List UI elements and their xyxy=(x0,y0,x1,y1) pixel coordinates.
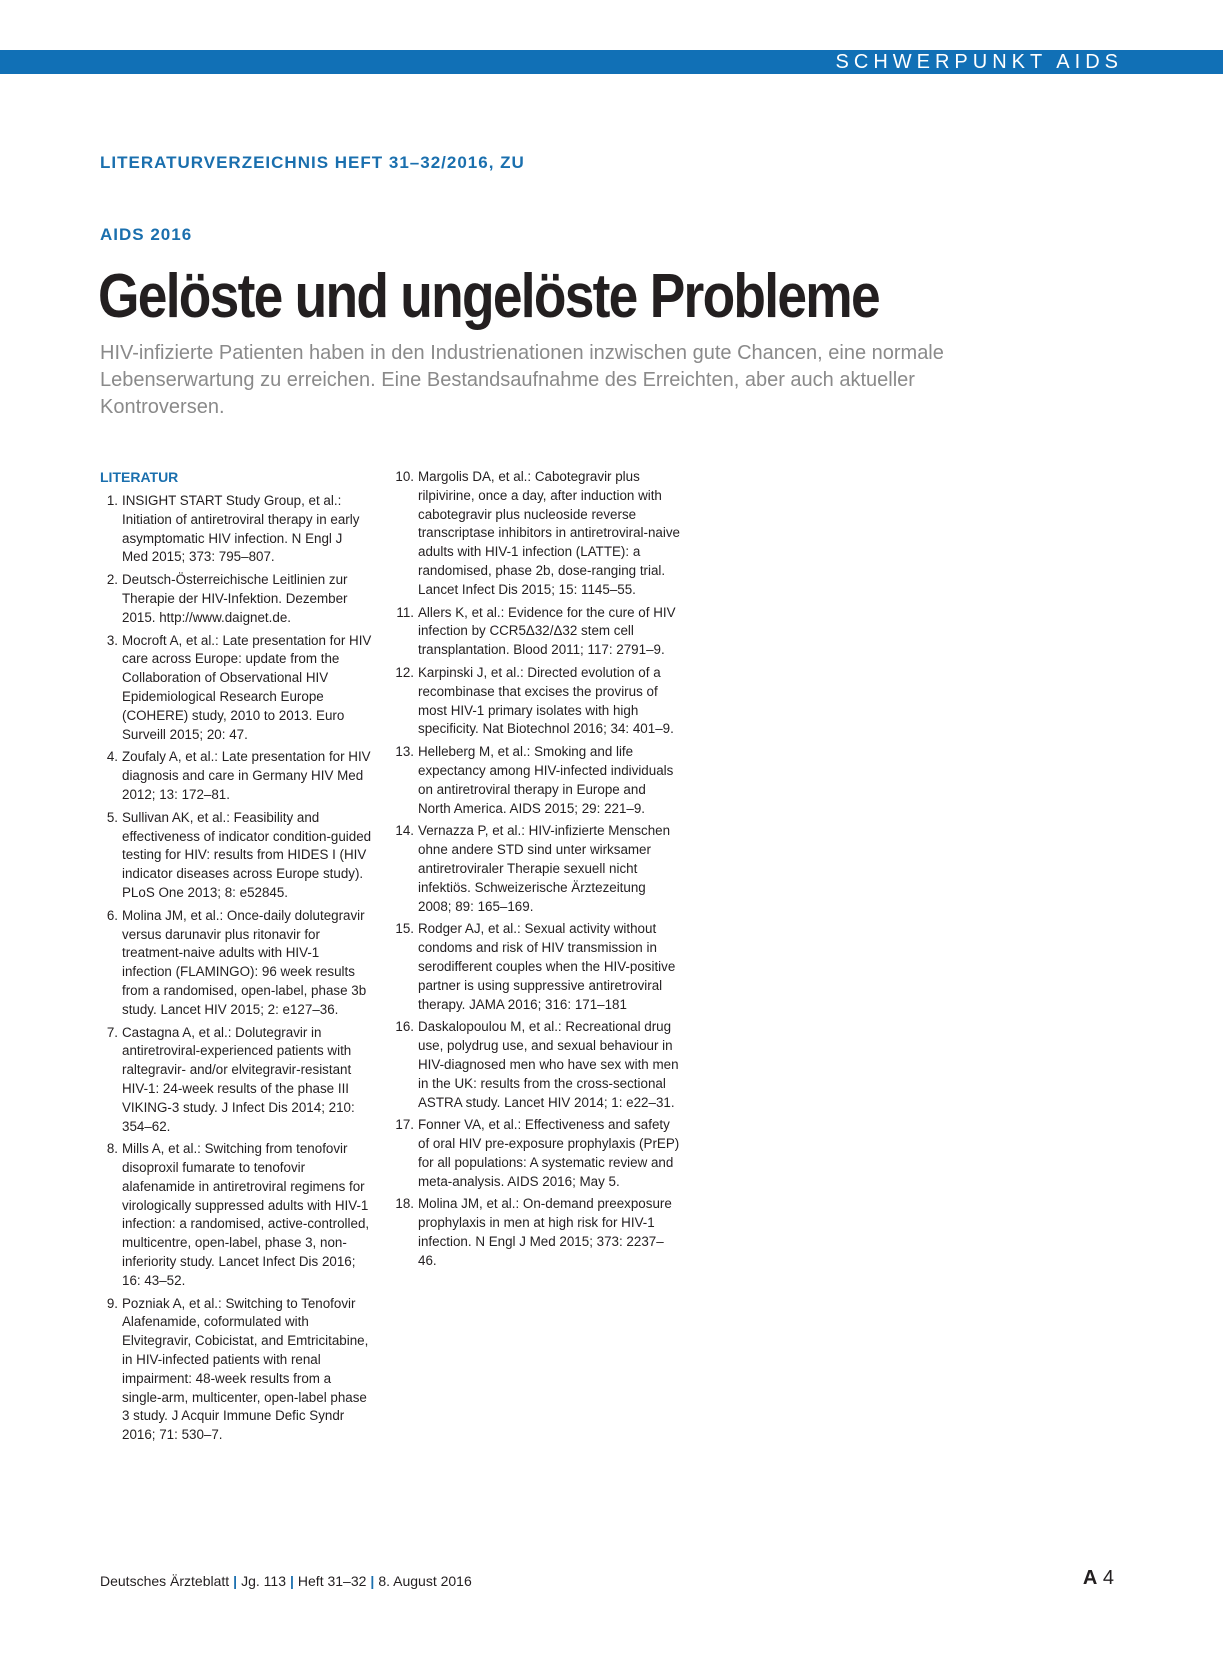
bibliography-kicker: LITERATURVERZEICHNIS HEFT 31–32/2016, ZU xyxy=(100,153,525,172)
reference-item xyxy=(392,664,682,739)
reference-number: 11. xyxy=(396,604,414,620)
reference-number: 18. xyxy=(395,1196,414,1212)
reference-number: 17. xyxy=(395,1117,414,1133)
reference-item xyxy=(392,920,682,1014)
reference-number: 4. xyxy=(106,749,118,765)
reference-text: Molina JM, et al.: Once-daily dolutegravir versus darunavir plus ritonavir for treatment-naive adults with HIV-1 infection (FLAMINGO): 96 week results from a randomised, open-label, phase 3b study. Lancet HIV 2015; 2: e127–36. xyxy=(122,907,367,1017)
reference-text: Fonner VA, et al.: Effectiveness and safety of oral HIV pre-exposure prophylaxis (PrEP) for all populations: A systematic review and meta-analysis. AIDS 2016; May 5. xyxy=(418,1117,680,1189)
reference-text: Allers K, et al.: Evidence for the cure of HIV infection by CCR5Δ32/Δ32 stem cell transplantation. Blood 2011; 117: 2791–9. xyxy=(418,604,676,658)
reference-number: 14. xyxy=(395,823,414,839)
reference-item xyxy=(392,468,682,600)
reference-text: Mocroft A, et al.: Late presentation for HIV care across Europe: update from the Collaboration of Observational HIV Epidemiological Research Europe (COHERE) study, 2010 to 2013. Euro Surveill 2015; 20: 47. xyxy=(122,632,372,742)
reference-text: Margolis DA, et al.: Cabotegravir plus rilpivirine, once a day, after induction with cabotegravir plus nucleoside reverse transcriptase inhibitors in antiretroviral-naive adults with HIV-1 infection (LATTE): a randomised, phase 2b, dose-ranging trial. Lancet Infect Dis 2015; 15: 1145–55. xyxy=(418,469,680,597)
reference-item xyxy=(392,1195,682,1270)
reference-number: 16. xyxy=(395,1019,414,1035)
lead-paragraph: HIV-infizierte Patienten haben in den Industrienationen inzwischen gute Chancen, eine normale Lebenserwartung zu erreichen. Eine Bestandsaufnahme des Erreichten, aber auch aktueller Kontroversen. xyxy=(100,342,944,418)
reference-item xyxy=(100,632,372,745)
reference-number: 3. xyxy=(106,632,118,648)
reference-item xyxy=(392,604,682,660)
reference-text: Karpinski J, et al.: Directed evolution of a recombinase that excises the provirus of most HIV-1 primary isolates with high specificity. Nat Biotechnol 2016; 34: 401–9. xyxy=(418,664,674,737)
reference-number: 9. xyxy=(106,1295,118,1311)
reference-text: Deutsch-Österreichische Leitlinien zur Therapie der HIV-Infektion. Dezember 2015. http://www.daignet.de. xyxy=(122,572,348,625)
reference-number: 7. xyxy=(106,1024,118,1040)
reference-item xyxy=(100,809,372,903)
reference-item xyxy=(100,1024,372,1137)
reference-text: Daskalopoulou M, et al.: Recreational drug use, polydrug use, and sexual behaviour in HIV-diagnosed men who have sex with men in the UK: results from the cross-sectional ASTRA study. Lancet HIV 2014; 1: e22–31. xyxy=(418,1019,679,1110)
reference-number: 15. xyxy=(395,921,414,937)
reference-number: 2. xyxy=(106,572,118,588)
journal-name: Deutsches Ärzteblatt xyxy=(100,1573,230,1589)
footer-separator: | xyxy=(370,1573,375,1589)
page-number xyxy=(1083,1567,1114,1590)
reference-text: INSIGHT START Study Group, et al.: Initiation of antiretroviral therapy in early asymptomatic HIV infection. N Engl J Med 2015; 373: 795–807. xyxy=(122,493,360,565)
topic-kicker: AIDS 2016 xyxy=(100,225,193,244)
footer-separator: | xyxy=(233,1573,238,1589)
reference-item xyxy=(392,743,682,818)
reference-text: Helleberg M, et al.: Smoking and life expectancy among HIV-infected individuals on antiretroviral therapy in Europe and North America. AIDS 2015; 29: 221–9. xyxy=(418,744,674,816)
journal-issue: Heft 31–32 xyxy=(297,1573,367,1589)
journal-volume: Jg. 113 xyxy=(241,1573,286,1589)
reference-item xyxy=(392,1116,682,1191)
reference-text: Rodger AJ, et al.: Sexual activity without condoms and risk of HIV transmission in serodifferent couples when the HIV-positive partner is using suppressive antiretroviral therapy. JAMA 2016; 316: 171–181 xyxy=(418,921,676,1012)
reference-text: Molina JM, et al.: On-demand preexposure prophylaxis in men at high risk for HIV-1 infection. N Engl J Med 2015; 373: 2237–46. xyxy=(418,1196,672,1268)
reference-item xyxy=(100,748,372,804)
footer-citation xyxy=(100,1572,472,1590)
reference-number: 1. xyxy=(106,493,118,508)
reference-item xyxy=(392,1018,682,1112)
reference-text: Sullivan AK, et al.: Feasibility and effectiveness of indicator condition-guided testing for HIV: results from HIDES I (HIV indicator diseases across Europe study). PLoS One 2013; 8: e52845. xyxy=(122,809,372,900)
reference-number: 10. xyxy=(395,469,414,484)
reference-text: Zoufaly A, et al.: Late presentation for HIV diagnosis and care in Germany HIV Med 2012; 13: 172–81. xyxy=(122,749,371,802)
footer-separator: | xyxy=(289,1573,294,1589)
references-column-left xyxy=(100,468,372,1449)
page-number-value: 4 xyxy=(1102,1567,1114,1589)
reference-number: 6. xyxy=(106,907,118,923)
publication-date: 8. August 2016 xyxy=(378,1573,472,1589)
reference-text: Mills A, et al.: Switching from tenofovir disoproxil fumarate to tenofovir alafenamide in antiretroviral regimens for virologically suppressed adults with HIV-1 infection: a randomised, active-controlled, multicentre, open-label, phase 3, non-inferiority study. Lancet Infect Dis 2016; 16: 43–52. xyxy=(122,1141,370,1288)
reference-item xyxy=(100,492,372,567)
reference-item xyxy=(100,1295,372,1445)
reference-number: 13. xyxy=(395,744,414,760)
reference-item xyxy=(100,907,372,1020)
section-label: SCHWERPUNKT AIDS xyxy=(835,51,1123,73)
reference-number: 12. xyxy=(395,664,414,680)
reference-text: Castagna A, et al.: Dolutegravir in antiretroviral-experienced patients with raltegravir- and/or elvitegravir-resistant HIV-1: 24-week results of the phase III VIKING-3 study. J Infect Dis 2014; 210: 354–62. xyxy=(122,1024,355,1134)
literature-heading: LITERATUR xyxy=(100,469,179,485)
reference-item xyxy=(100,571,372,627)
reference-item xyxy=(100,1140,372,1290)
page-title: Gelöste und ungelöste Probleme xyxy=(98,262,879,331)
reference-item xyxy=(392,822,682,916)
reference-number: 8. xyxy=(106,1141,118,1157)
page-prefix: A xyxy=(1082,1567,1098,1589)
reference-text: Pozniak A, et al.: Switching to Tenofovir Alafenamide, coformulated with Elvitegravir, Cobicistat, and Emtricitabine, in HIV-infected patients with renal impairment: 48-week results from a single-arm, multicenter, open-label phase 3 study. J Acquir Immune Defic Syndr 2016; 71: 530–7. xyxy=(122,1295,369,1443)
reference-text: Vernazza P, et al.: HIV-infizierte Menschen ohne andere STD sind unter wirksamer antiretroviraler Therapie sexuell nicht infektiös. Schweizerische Ärztezeitung 2008; 89: 165–169. xyxy=(418,823,671,914)
reference-number: 5. xyxy=(106,809,118,825)
references-column-right xyxy=(392,468,682,1275)
